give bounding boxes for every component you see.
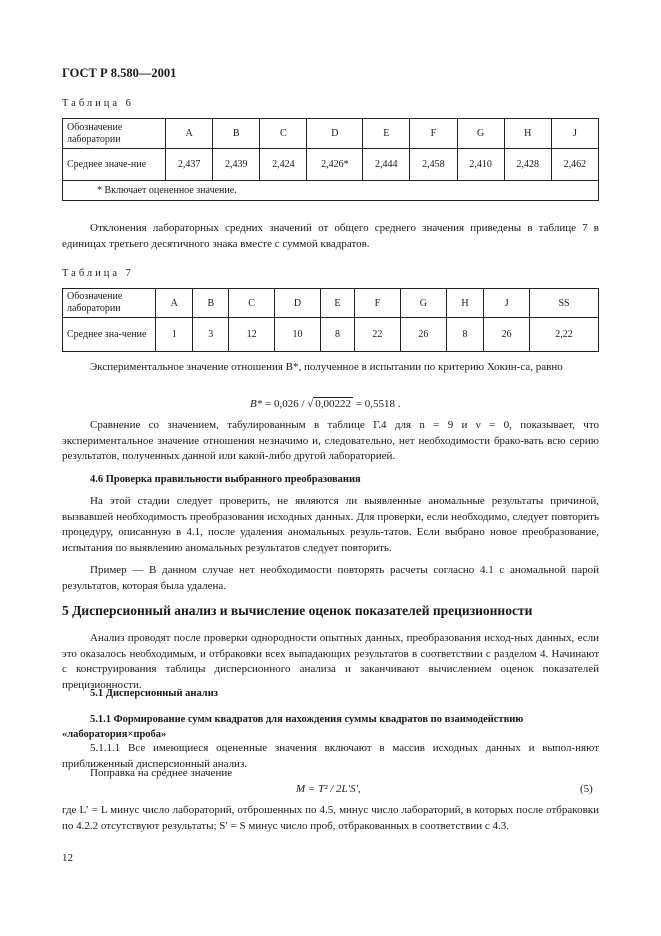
table6-value-cell: 2,437	[166, 149, 213, 181]
table7-value-cell: 10	[275, 318, 321, 352]
table7-caption: Таблица 7	[62, 268, 134, 279]
table6	[62, 118, 599, 201]
table7-header-cell: D	[275, 289, 321, 318]
table7-value-cell: 26	[484, 318, 530, 352]
table6-header-label: Обозначение лаборатории	[63, 119, 166, 149]
table6-header-cell: F	[410, 119, 457, 149]
example-paragraph: Пример — В данном случае нет необходимости повторять расчеты согласно 4.1 с аномальной парой результатов, которая была удалена.	[62, 564, 599, 592]
table6-row-label: Среднее значе-ние	[63, 149, 166, 181]
paragraph: Экспериментальное значение отношения B*, полученное в испытании по критерию Хокин-са, равно	[90, 361, 563, 373]
table7-value-cell: 1	[156, 318, 193, 352]
section-heading-5-1-1: 5.1.1 Формирование сумм квадратов для нахождения суммы квадратов по взаимодействию «лаборатория×проба»	[62, 714, 524, 740]
formula-radicand: 0,00222	[315, 398, 352, 410]
table6-header-cell: J	[551, 119, 598, 149]
table6-value-cell: 2,410	[457, 149, 504, 181]
formula-part: = 0,026 /	[264, 398, 305, 410]
paragraph: Отклонения лабораторных средних значений от общего среднего значения приведены в таблице 7 в единицах третьего десятичного знака вместе с суммой квадратов.	[62, 222, 599, 250]
table7-header-cell: J	[484, 289, 530, 318]
table7-value-cell: 12	[229, 318, 275, 352]
paragraph: Поправка на среднее значение	[90, 767, 233, 779]
section-heading-5-1: 5.1 Дисперсионный анализ	[90, 688, 218, 699]
table7-header-cell: SS	[530, 289, 599, 318]
table6-header-cell: B	[213, 119, 260, 149]
table7-header-cell: E	[320, 289, 354, 318]
section-heading-4-6: 4.6 Проверка правильности выбранного преобразования	[90, 474, 361, 485]
table7-value-cell: 22	[354, 318, 400, 352]
sqrt-sign: √	[307, 398, 314, 410]
table7-row-label: Среднее зна-чение	[63, 318, 156, 352]
table7-header-cell: C	[229, 289, 275, 318]
table7-header-cell: A	[156, 289, 193, 318]
table7-value-cell: 26	[400, 318, 446, 352]
table7-value-cell: 2,22	[530, 318, 599, 352]
table6-header-cell: H	[504, 119, 551, 149]
table7-value-cell: 3	[193, 318, 229, 352]
table7	[62, 288, 599, 352]
table6-header-cell: A	[166, 119, 213, 149]
table6-value-cell: 2,444	[363, 149, 410, 181]
table6-value-cell: 2,426*	[307, 149, 363, 181]
equation-number: (5)	[580, 783, 593, 795]
table7-value-cell: 8	[446, 318, 483, 352]
paragraph: Анализ проводят после проверки однородности опытных данных, преобразования исход-ных данных, если это оказалось необходимым, и отбраковки всех выпадающих результатов в соответствии с разделом 4. Начинают с конструирования таблицы дисперсионного анализа и заканчивают вычислением оценок показателей прецизионности.	[62, 632, 599, 691]
table6-value-cell: 2,439	[213, 149, 260, 181]
formula-hawkins	[250, 398, 401, 410]
section-heading-5: 5 Дисперсионный анализ и вычисление оценок показателей прецизионности	[62, 603, 533, 618]
formula-result: = 0,5518 .	[355, 398, 401, 410]
document-header: ГОСТ Р 8.580—2001	[62, 66, 177, 80]
paragraph: 5.1.1.1 Все имеющиеся оцененные значения включают в массив исходных данных и выпол-няют приближенный дисперсионный анализ.	[62, 742, 599, 770]
paragraph: На этой стадии следует проверить, не являются ли выявленные аномальные результаты причиной, вызвавшей необходимость преобразования исходных данных. Для проверки, если необходимо, следует повторить процедуру, описанную в 4.1, после удаления аномальных резуль-татов. Если выбрано новое преобразование, испытания по выявлению аномальных результатов следует повторить.	[62, 495, 599, 554]
table7-value-cell: 8	[320, 318, 354, 352]
table6-value-cell: 2,424	[260, 149, 307, 181]
table6-footnote: * Включает оцененное значение.	[63, 181, 599, 201]
table7-header-cell: B	[193, 289, 229, 318]
table6-caption: Таблица 6	[62, 98, 134, 109]
formula-lhs: B*	[250, 398, 263, 410]
table6-header-cell: C	[260, 119, 307, 149]
table6-value-cell: 2,462	[551, 149, 598, 181]
table6-header-cell: G	[457, 119, 504, 149]
paragraph: Сравнение со значением, табулированным в таблице Г.4 для n = 9 и ν = 0, показывает, что экспериментальное значение отношения незначимо и, следовательно, нет необходимости брако-вать всю серию результатов, полученных данной или какой-либо другой лабораторией.	[62, 419, 599, 462]
table7-header-cell: H	[446, 289, 483, 318]
table6-value-cell: 2,428	[504, 149, 551, 181]
formula-mean-correction: M = T² / 2L′S′,	[296, 783, 361, 795]
page-number: 12	[62, 852, 73, 864]
table7-header-cell: F	[354, 289, 400, 318]
table7-header-label: Обозначение лаборатории	[63, 289, 156, 318]
table6-header-cell: E	[363, 119, 410, 149]
table7-header-cell: G	[400, 289, 446, 318]
table6-header-cell: D	[307, 119, 363, 149]
paragraph: где L′ = L минус число лабораторий, отброшенных по 4.5, минус число лабораторий, в которых после отбраковки по 4.2.2 отсутствуют результаты; S′ = S минус число проб, отбракованных в соответствии с 4.3.	[62, 804, 599, 832]
table6-value-cell: 2,458	[410, 149, 457, 181]
